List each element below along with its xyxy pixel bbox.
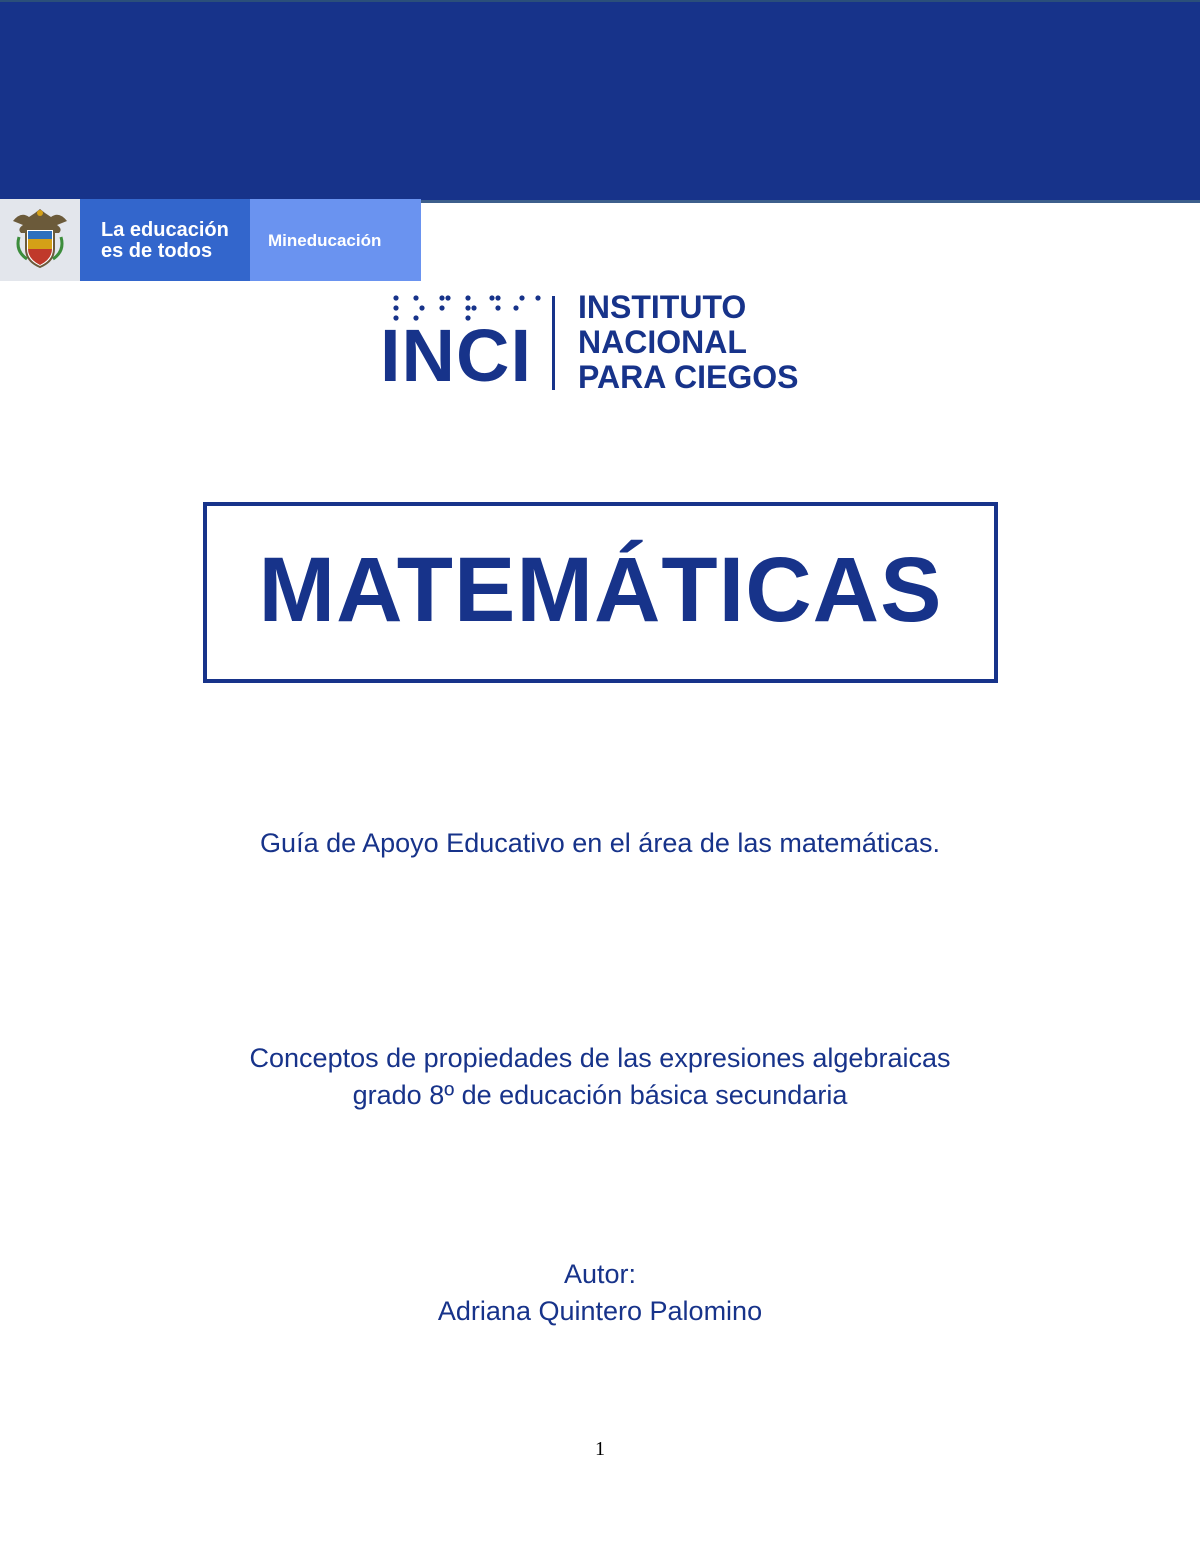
inci-name-line3: PARA CIEGOS bbox=[578, 359, 799, 395]
top-header-band bbox=[0, 0, 1200, 203]
document-title: MATEMÁTICAS bbox=[258, 539, 943, 641]
coat-of-arms-box bbox=[0, 199, 80, 281]
inci-acronym: INCI bbox=[380, 314, 532, 397]
government-logo-strip bbox=[0, 199, 421, 281]
inci-logo bbox=[380, 290, 820, 400]
gov-slogan-line2: es de todos bbox=[101, 240, 213, 262]
inci-name-line2: NACIONAL bbox=[578, 324, 747, 360]
logo-divider bbox=[552, 296, 555, 390]
topic-line-2: grado 8º de educación básica secundaria bbox=[352, 1080, 848, 1110]
title-frame bbox=[203, 502, 998, 683]
gov-slogan bbox=[80, 199, 250, 281]
ministry-label-box bbox=[250, 199, 421, 281]
page-number: 1 bbox=[595, 1438, 605, 1460]
author-name: Adriana Quintero Palomino bbox=[437, 1296, 763, 1326]
colombia-coat-of-arms-icon bbox=[9, 207, 71, 271]
inci-full-name bbox=[578, 290, 798, 395]
inci-name-line1: INSTITUTO bbox=[578, 289, 747, 325]
author-label: Autor: bbox=[563, 1259, 637, 1289]
topic-line-1: Conceptos de propiedades de las expresiones algebraicas bbox=[249, 1043, 951, 1073]
ministry-label: Mineducación bbox=[268, 231, 382, 250]
gov-slogan-line1: La educación bbox=[101, 219, 229, 241]
subtitle: Guía de Apoyo Educativo en el área de las matemáticas. bbox=[260, 828, 940, 858]
